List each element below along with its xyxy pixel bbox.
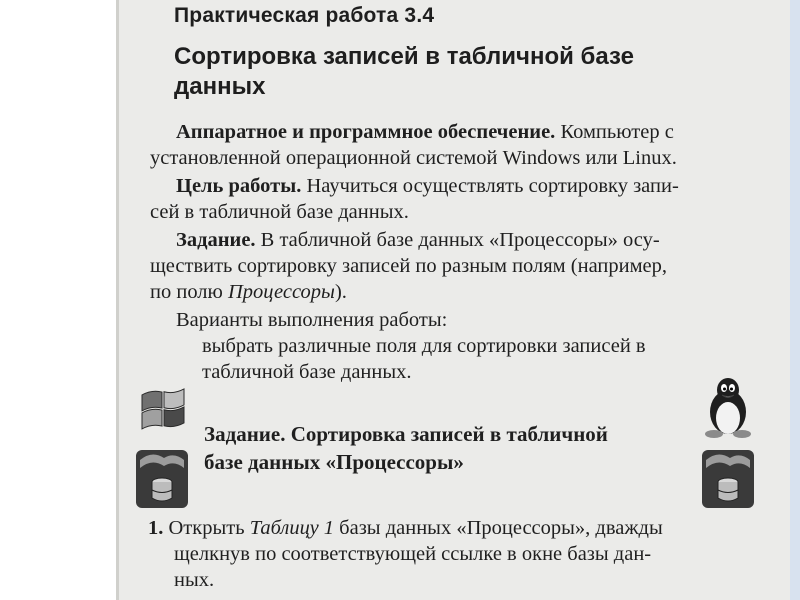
hardware-line-2: установленной операционной системой Windows или Linux. [150, 147, 677, 169]
task-line-1 [176, 228, 660, 252]
step-1-line-1 [148, 516, 663, 540]
database-app-icon [134, 448, 190, 510]
hardware-label: Аппаратное и программное обеспечение. [176, 121, 556, 143]
step-1-text-b: базы данных «Процессоры», дважды [334, 517, 663, 539]
tux-penguin-icon [700, 376, 756, 440]
task-line-3 [150, 280, 347, 304]
subtask-line-1: Задание. Сортировка записей в табличной [204, 422, 608, 446]
title-line-2: данных [174, 73, 266, 100]
task-text-1: В табличной базе данных «Процессоры» осу- [255, 229, 660, 251]
variants-item-line-2: табличной базе данных. [202, 361, 412, 383]
variants-item-line-1: выбрать различные поля для сортировки записей в [202, 335, 646, 357]
subtask-line-2: базе данных «Процессоры» [204, 450, 464, 474]
step-1-text-a: Открыть [163, 517, 250, 539]
page-title [174, 42, 774, 102]
task-text-3a: по полю [150, 281, 228, 303]
variants-heading: Варианты выполнения работы: [176, 309, 448, 331]
step-1-line-3: ных. [174, 569, 215, 591]
database-app-icon [700, 448, 756, 510]
task-label: Задание. [176, 229, 256, 251]
goal-line-2: сей в табличной базе данных. [150, 201, 409, 223]
goal-label: Цель работы. [176, 175, 302, 197]
task-field-name: Процессоры [227, 281, 335, 303]
work-number: Практическая работа 3.4 [174, 4, 435, 27]
task-line-2: ществить сортировку записей по разным полям (например, [150, 255, 668, 277]
step-1-line-2: щелкнув по соответствующей ссылке в окне базы дан- [174, 543, 652, 565]
subtask-heading [204, 420, 608, 476]
scan-edge-right [790, 0, 800, 600]
goal-line-1 [176, 174, 679, 198]
hardware-text-1: Компьютер с [555, 121, 674, 143]
task-text-3b: ). [334, 281, 347, 303]
step-number: 1. [148, 517, 164, 539]
goal-text-1: Научиться осуществлять сортировку запи- [301, 175, 679, 197]
step-1-table-name: Таблицу 1 [249, 517, 335, 539]
scan-edge-left [116, 0, 119, 600]
title-line-1: Сортировка записей в табличной базе [174, 43, 634, 70]
windows-flag-icon [134, 378, 190, 434]
hardware-line-1 [176, 120, 674, 144]
